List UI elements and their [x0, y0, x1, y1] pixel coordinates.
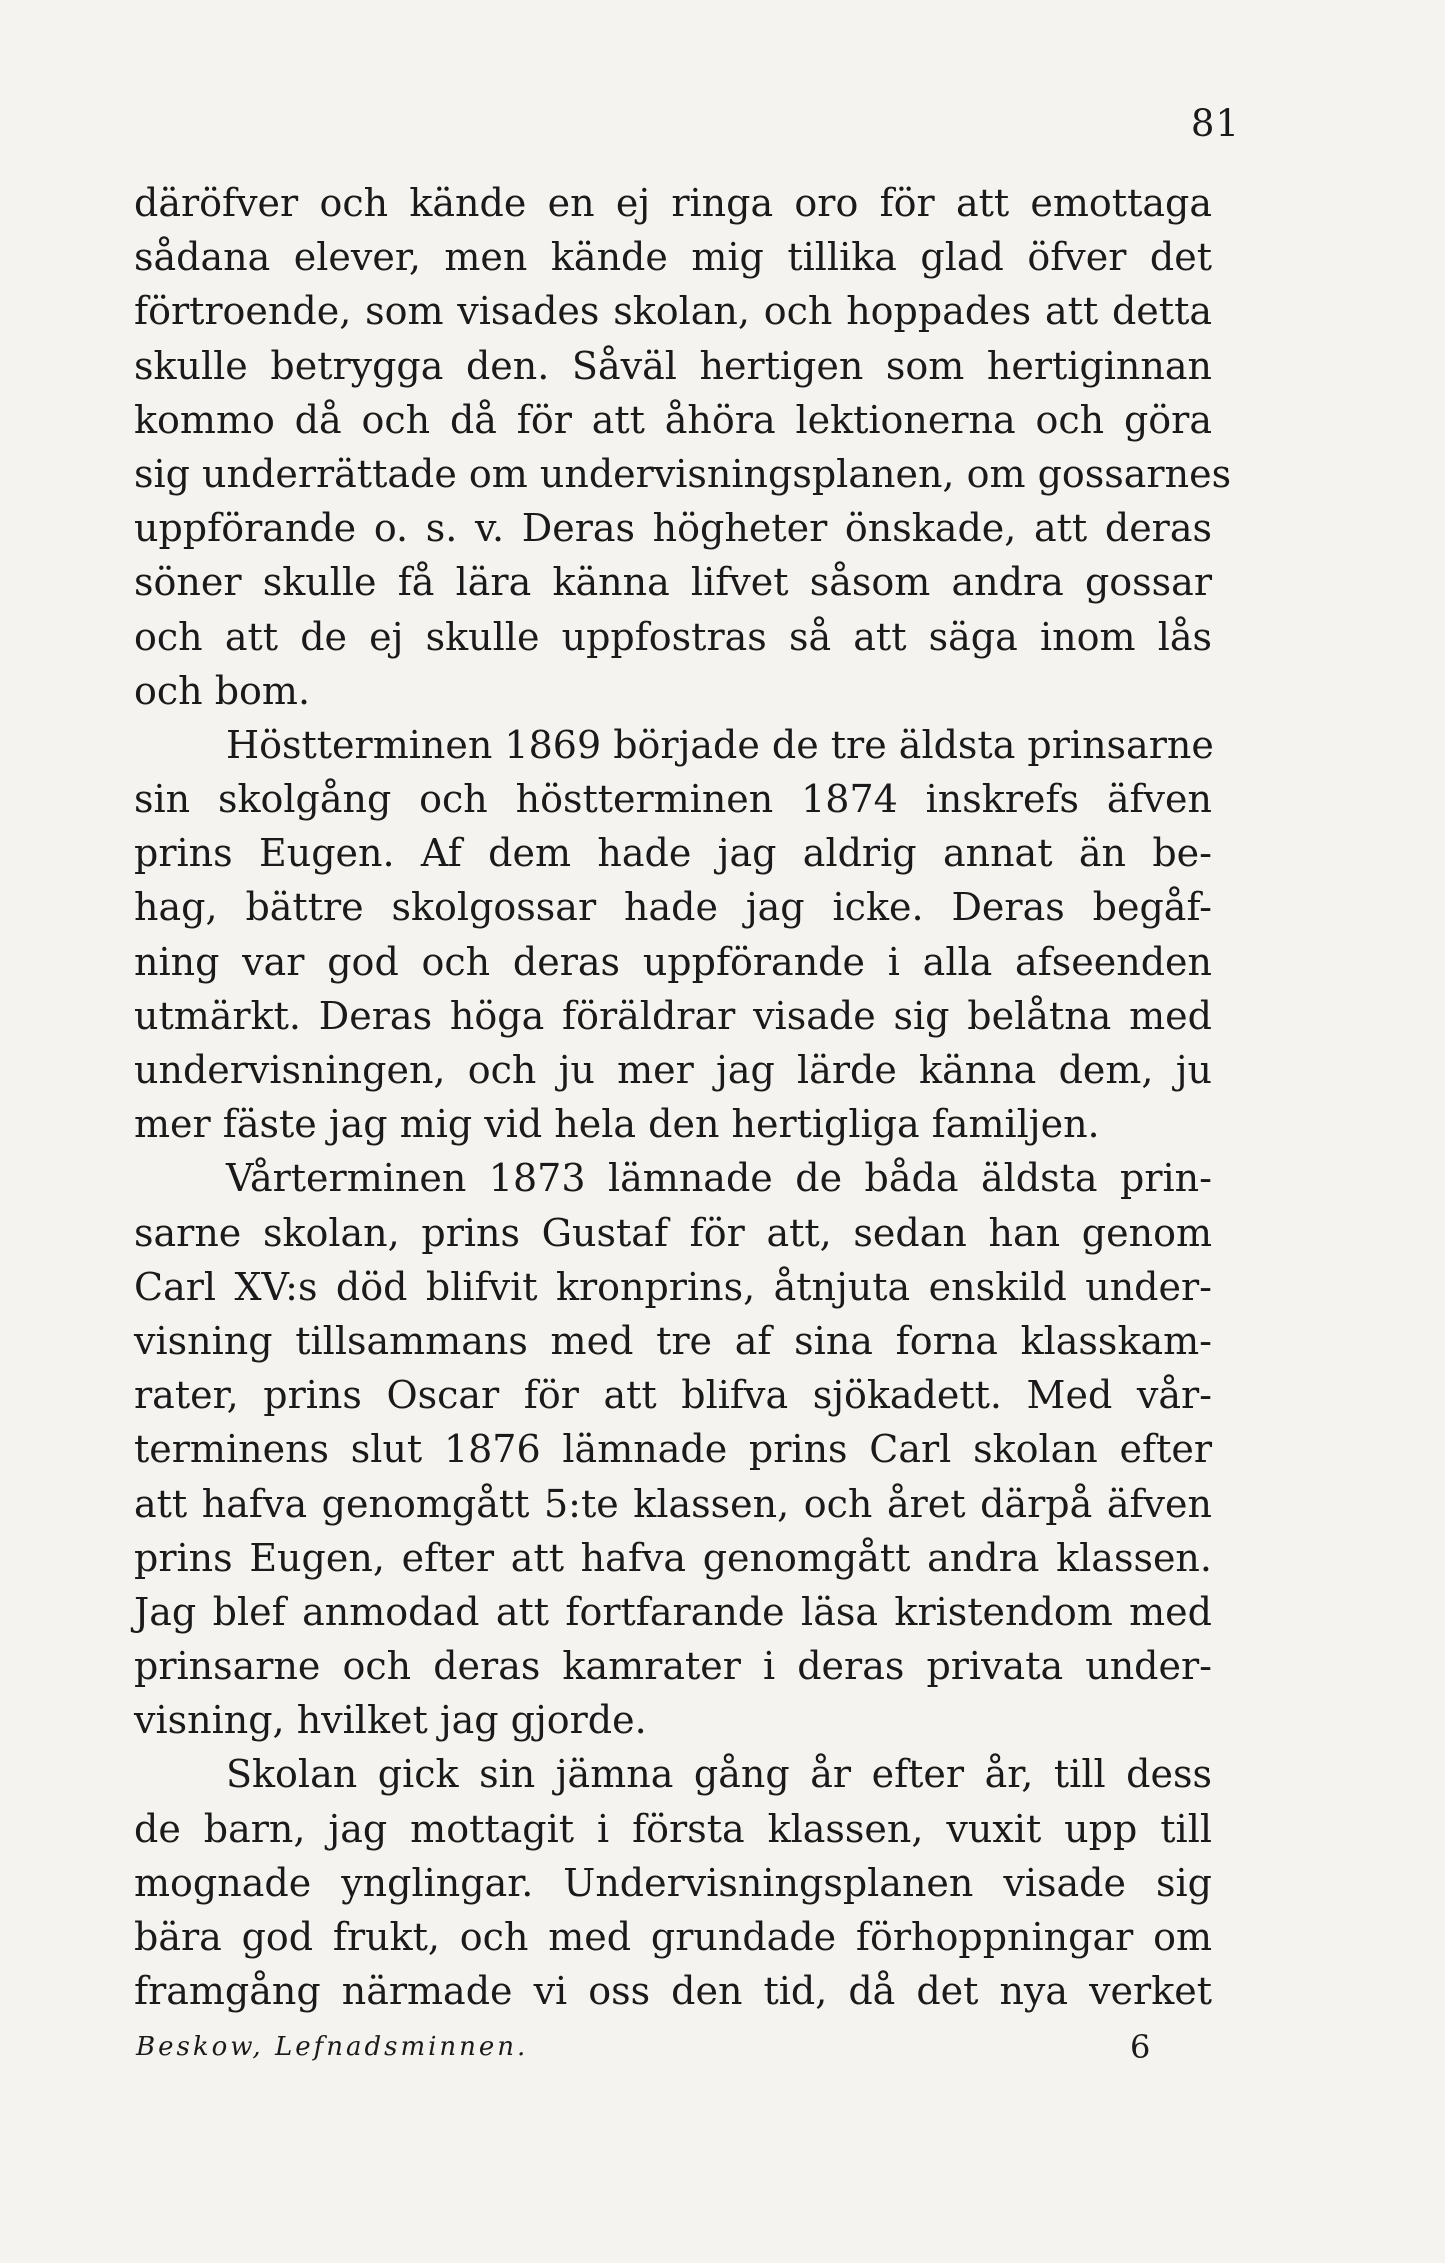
text-line: hag, bättre skolgossar hade jag icke. Deras begåf- — [134, 885, 1212, 930]
text-line: ning var god och deras uppförande i alla afseenden — [134, 939, 1212, 984]
text-line: däröfver och kände en ej ringa oro för att emottaga — [134, 181, 1212, 225]
text-line: att hafva genomgått 5:te klassen, och året därpå äfven — [134, 1481, 1212, 1526]
text-line: mognade ynglingar. Undervisningsplanen visade sig — [134, 1860, 1212, 1905]
text-line: Vårterminen 1873 lämnade de båda äldsta prin- — [226, 1156, 1212, 1201]
text-line: sådana elever, men kände mig tillika glad öfver det — [134, 235, 1212, 280]
text-line: framgång närmade vi oss den tid, då det nya verket — [134, 1969, 1212, 2014]
text-line: förtroende, som visades skolan, och hoppades att detta — [134, 289, 1212, 334]
text-line: visning tillsammans med tre af sina forna klasskam- — [134, 1318, 1212, 1363]
text-line: terminens slut 1876 lämnade prins Carl skolan efter — [134, 1427, 1212, 1472]
text-line: mer fäste jag mig vid hela den hertigliga familjen. — [134, 1102, 1100, 1147]
text-line: prins Eugen. Af dem hade jag aldrig annat än be- — [134, 831, 1212, 876]
text-line: prins Eugen, efter att hafva genomgått andra klassen. — [134, 1535, 1212, 1580]
text-line: Höstterminen 1869 började de tre äldsta prinsarne — [226, 722, 1214, 767]
text-line: sig underrättade om undervisningsplanen, om gossarnes — [134, 451, 1232, 496]
text-line: rater, prins Oscar för att blifva sjökadett. Med vår- — [134, 1373, 1212, 1418]
text-line: Jag blef anmodad att fortfarande läsa kristendom med — [134, 1589, 1212, 1634]
page-number: 81 — [1190, 102, 1240, 145]
text-line: och att de ej skulle uppfostras så att säga inom lås — [134, 614, 1212, 659]
text-line: skulle betrygga den. Såväl hertigen som hertiginnan — [134, 343, 1212, 388]
text-line: prinsarne och deras kamrater i deras privata under- — [134, 1644, 1212, 1689]
text-line: uppförande o. s. v. Deras högheter önskade, att deras — [134, 506, 1212, 551]
text-line: sarne skolan, prins Gustaf för att, sedan han genom — [134, 1210, 1212, 1255]
text-line: utmärkt. Deras höga föräldrar visade sig belåtna med — [134, 993, 1212, 1038]
footer-signature: Beskow, Lefnadsminnen. — [136, 2032, 529, 2062]
text-line: bära god frukt, och med grundade förhoppningar om — [134, 1915, 1212, 1959]
text-line: Carl XV:s död blifvit kronprins, åtnjuta enskild under- — [134, 1264, 1212, 1309]
text-line: Skolan gick sin jämna gång år efter år, till dess — [226, 1752, 1212, 1797]
text-line: visning, hvilket jag gjorde. — [134, 1698, 647, 1743]
footer-signature-number: 6 — [1130, 2028, 1151, 2066]
text-line: de barn, jag mottagit i första klassen, vuxit upp till — [134, 1806, 1212, 1851]
text-line: kommo då och då för att åhöra lektionerna och göra — [134, 397, 1212, 442]
text-line: och bom. — [134, 668, 311, 713]
text-line: undervisningen, och ju mer jag lärde känna dem, ju — [134, 1048, 1212, 1092]
body-text — [134, 176, 1232, 2018]
text-line: söner skulle få lära känna lifvet såsom andra gossar — [134, 560, 1212, 605]
text-line: sin skolgång och höstterminen 1874 inskrefs äfven — [134, 777, 1212, 822]
